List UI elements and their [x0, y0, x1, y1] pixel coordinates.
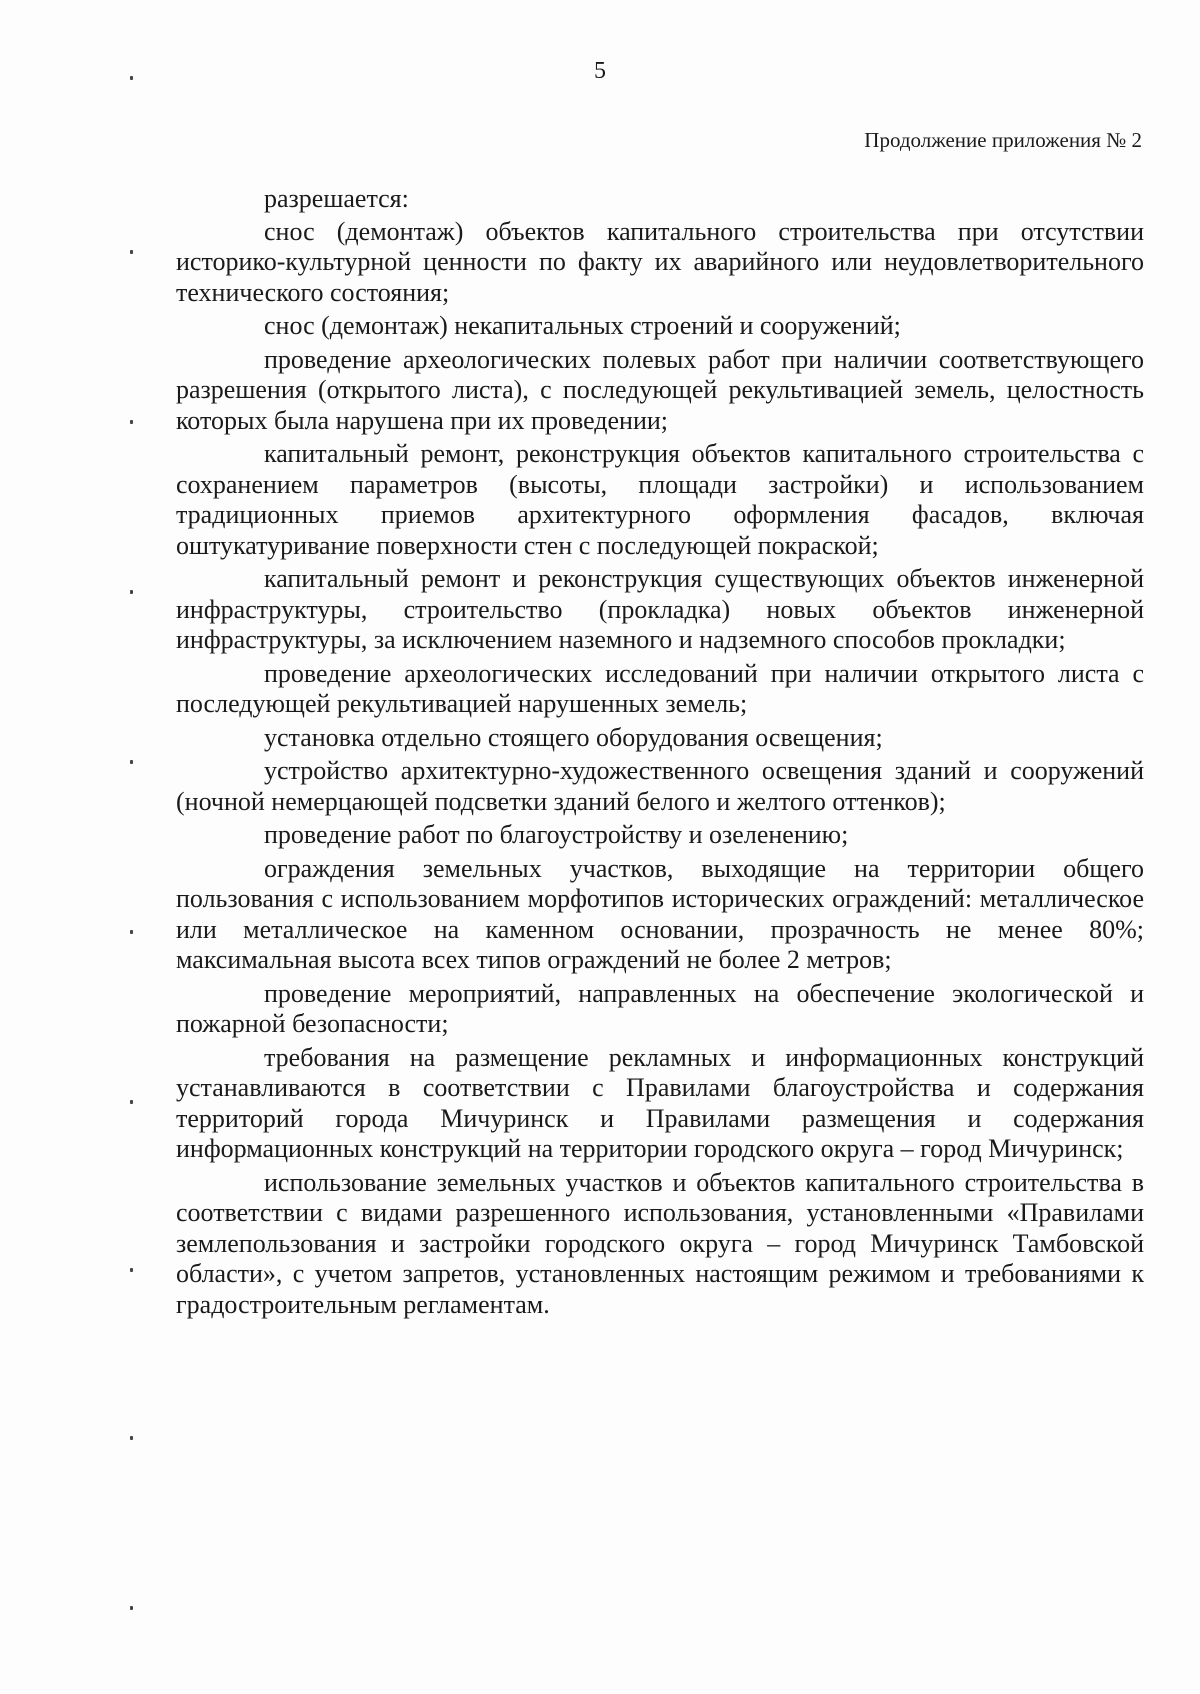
list-item: снос (демонтаж) объектов капитального строительства при отсутствии историко-культурной ценности по факту их аварийного или неудовлетворительного технического состояния;	[176, 216, 1144, 307]
list-item: проведение мероприятий, направленных на обеспечение экологической и пожарной безопасности;	[176, 978, 1144, 1038]
list-item: использование земельных участков и объектов капитального строительства в соответствии с видами разрешенного использования, установленными «Правилами землепользования и застройки городского округа – город Мичуринск Тамбовской области», с учетом запретов, установленных настоящим режимом и требованиями к градостроительным регламентам.	[176, 1167, 1144, 1319]
list-item: требования на размещение рекламных и информационных конструкций устанавливаются в соответствии с Правилами благоустройства и содержания территорий города Мичуринск и Правилами размещения и содержания информационных конструкций на территории городского округа – город Мичуринск;	[176, 1042, 1144, 1163]
scan-artifact-mark	[130, 760, 133, 764]
scan-artifact-mark	[130, 1100, 133, 1104]
list-item: ограждения земельных участков, выходящие на территории общего пользования с использованием морфотипов исторических ограждений: металлическое или металлическое на каменном основании, прозрачность не менее 80%; максимальная высота всех типов ограждений не более 2 метров;	[176, 853, 1144, 974]
list-item: проведение археологических полевых работ при наличии соответствующего разрешения (открытого листа), с последующей рекультивацией земель, целостность которых была нарушена при их проведении;	[176, 344, 1144, 435]
list-item: проведение работ по благоустройству и озеленению;	[264, 820, 849, 849]
list-item: установка отдельно стоящего оборудования освещения;	[264, 722, 883, 752]
scan-artifact-mark	[130, 420, 133, 424]
scan-artifact-mark	[130, 590, 133, 594]
scan-artifact-mark	[130, 1268, 133, 1272]
scan-artifact-mark	[130, 250, 133, 254]
appendix-continuation-note: Продолжение приложения № 2	[864, 128, 1142, 152]
scan-artifact-mark	[130, 76, 133, 80]
scan-artifact-mark	[130, 1436, 133, 1440]
list-item: капитальный ремонт, реконструкция объектов капитального строительства с сохранением параметров (высоты, площади застройки) и использованием традиционных приемов архитектурного оформления фасадов, включая оштукатуривание поверхности стен с последующей покраской;	[176, 439, 1144, 560]
list-item: устройство архитектурно-художественного освещения зданий и сооружений (ночной немерцающей подсветки зданий белого и желтого оттенков);	[176, 756, 1144, 816]
scan-artifact-mark	[130, 930, 133, 934]
intro-line: разрешается:	[264, 184, 409, 213]
scan-artifact-mark	[130, 1606, 133, 1610]
list-item: капитальный ремонт и реконструкция существующих объектов инженерной инфраструктуры, строительство (прокладка) новых объектов инженерной инфраструктуры, за исключением наземного и надземного способов прокладки;	[176, 564, 1144, 654]
page-number: 5	[594, 58, 606, 84]
document-body	[176, 184, 1144, 1323]
list-item: проведение археологических исследований при наличии открытого листа с последующей рекультивацией нарушенных земель;	[176, 658, 1144, 718]
list-item: снос (демонтаж) некапитальных строений и сооружений;	[264, 311, 901, 340]
